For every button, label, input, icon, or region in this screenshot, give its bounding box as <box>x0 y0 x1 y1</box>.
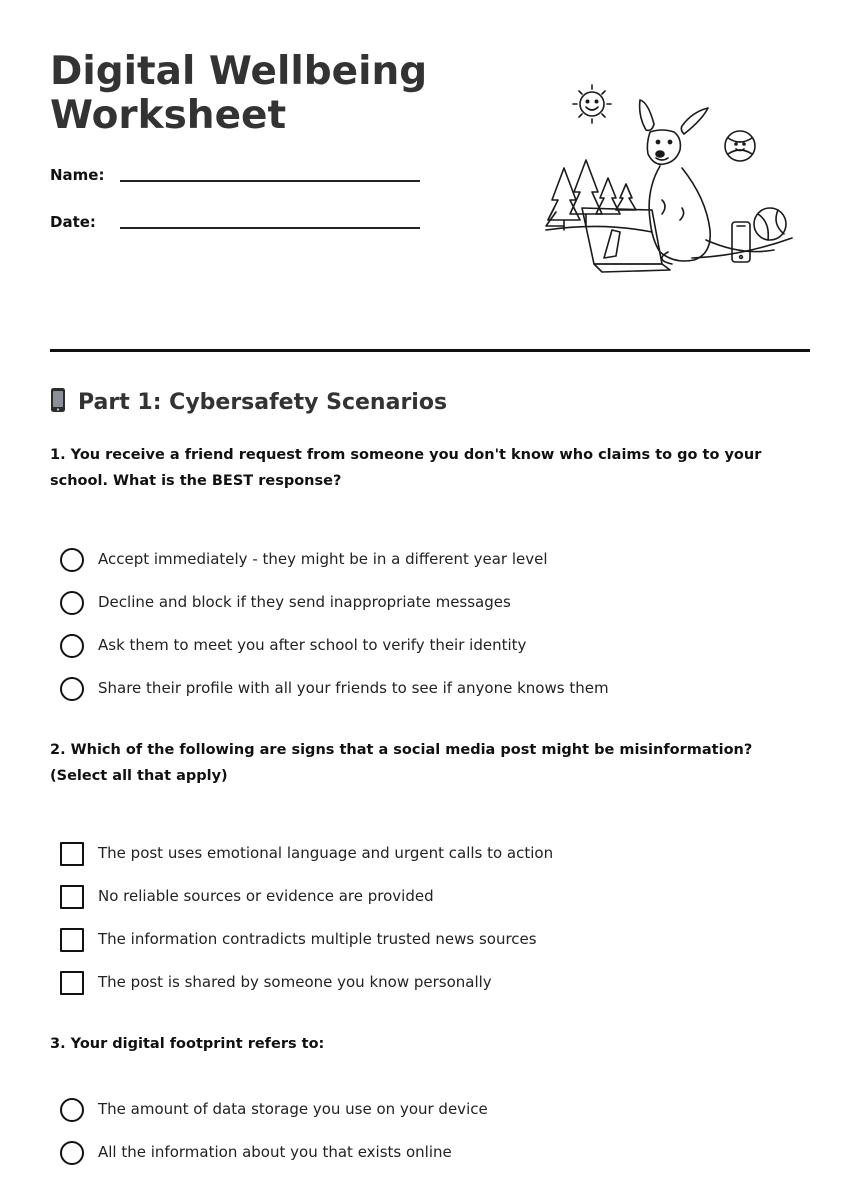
checkbox[interactable] <box>60 885 84 909</box>
question-2 <box>50 737 810 1014</box>
question-1-option-d[interactable] <box>50 677 810 720</box>
question-1 <box>50 442 810 720</box>
date-field <box>50 213 420 237</box>
question-2-option-a[interactable] <box>50 842 810 885</box>
date-label: Date: <box>50 213 96 231</box>
part1-title <box>50 387 447 419</box>
beach-ball-icon <box>754 208 786 240</box>
question-1-option-c[interactable] <box>50 634 810 677</box>
question-3-option-a[interactable] <box>50 1098 810 1141</box>
globe-ball-icon <box>725 131 755 161</box>
question-2-option-c[interactable] <box>50 928 810 971</box>
option-label: The post is shared by someone you know personally <box>98 973 492 991</box>
worksheet-page <box>50 0 810 1161</box>
checkbox[interactable] <box>60 971 84 995</box>
question-3-option-b[interactable] <box>50 1141 810 1184</box>
laptop-icon <box>582 208 670 272</box>
question-2-option-b[interactable] <box>50 885 810 928</box>
radio-button[interactable] <box>60 591 84 615</box>
kangaroo-illustration <box>542 80 798 276</box>
question-2-text: 2. Which of the following are signs that a social media post might be misinformation? (Select all that apply) <box>50 742 753 784</box>
option-label: Decline and block if they send inappropriate messages <box>98 593 511 611</box>
smartphone-icon <box>732 222 750 262</box>
page-title <box>50 50 427 138</box>
section-divider <box>50 349 810 352</box>
checkbox[interactable] <box>60 842 84 866</box>
kangaroo-figure <box>640 100 774 264</box>
mobile-phone-icon <box>50 387 66 413</box>
option-label: The information contradicts multiple trusted news sources <box>98 930 537 948</box>
question-3-text: 3. Your digital footprint refers to: <box>50 1036 325 1052</box>
question-3-options <box>50 1098 810 1184</box>
option-label: Ask them to meet you after school to verify their identity <box>98 636 527 654</box>
trees <box>546 160 636 230</box>
question-2-option-d[interactable] <box>50 971 810 1014</box>
title-line-2: Worksheet <box>50 93 287 138</box>
worksheet-header <box>50 0 810 352</box>
option-label: The amount of data storage you use on your device <box>98 1100 488 1118</box>
question-3 <box>50 1031 810 1184</box>
radio-button[interactable] <box>60 634 84 658</box>
option-label: All the information about you that exists online <box>98 1143 452 1161</box>
radio-button[interactable] <box>60 1141 84 1165</box>
question-2-options <box>50 842 810 1014</box>
radio-button[interactable] <box>60 1098 84 1122</box>
checkbox[interactable] <box>60 928 84 952</box>
question-1-option-b[interactable] <box>50 591 810 634</box>
date-input-line[interactable] <box>120 227 420 229</box>
option-label: No reliable sources or evidence are provided <box>98 887 434 905</box>
title-line-1: Digital Wellbeing <box>50 49 428 94</box>
radio-button[interactable] <box>60 548 84 572</box>
question-1-options <box>50 548 810 720</box>
name-input-line[interactable] <box>120 180 420 182</box>
question-1-option-a[interactable] <box>50 548 810 591</box>
question-1-text: 1. You receive a friend request from someone you don't know who claims to go to your school. What is the BEST response? <box>50 447 762 489</box>
name-field <box>50 166 420 190</box>
option-label: Share their profile with all your friends to see if anyone knows them <box>98 679 609 697</box>
option-label: The post uses emotional language and urgent calls to action <box>98 844 554 862</box>
radio-button[interactable] <box>60 677 84 701</box>
option-label: Accept immediately - they might be in a different year level <box>98 550 548 568</box>
part1-title-text: Part 1: Cybersafety Scenarios <box>78 390 448 415</box>
sun-icon <box>573 85 611 123</box>
name-label: Name: <box>50 166 105 184</box>
